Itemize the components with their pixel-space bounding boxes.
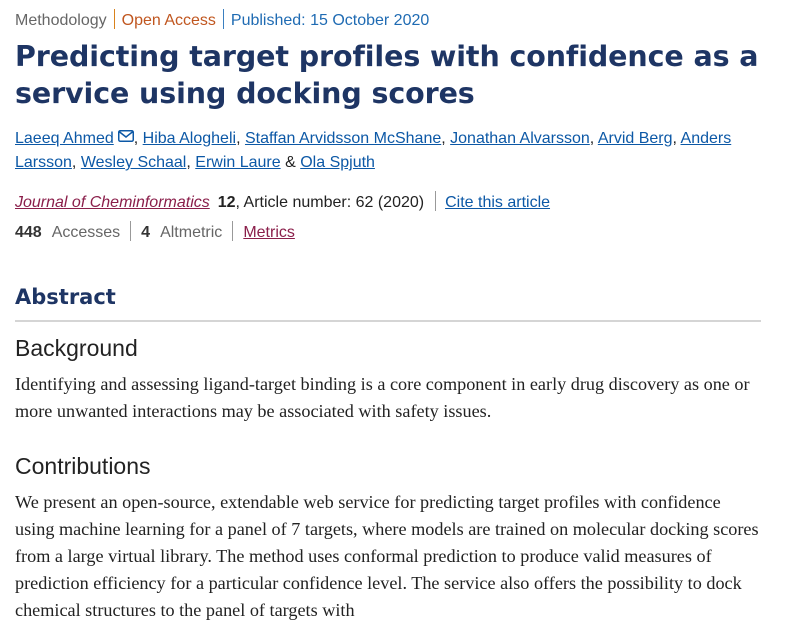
journal-link[interactable]: Journal of Cheminformatics: [15, 194, 210, 211]
metrics-link[interactable]: Metrics: [243, 224, 295, 241]
published-date: Published: 15 October 2020: [230, 12, 430, 29]
meta-divider: [114, 9, 115, 29]
author-separator: ,: [589, 130, 595, 147]
author-link[interactable]: Erwin Laure: [195, 154, 281, 171]
article-title: Predicting target profiles with confidence as a service using docking scores: [15, 40, 759, 110]
author-link[interactable]: Ola Spjuth: [300, 154, 375, 171]
contributions-paragraph: We present an open-source, extendable web service for predicting target profiles with confidence using machine learning for a panel of 7 targets, where models are trained on molecular docking scores from a large virtual library. The method uses conformal prediction to produce valid measures of prediction efficiency for a particular confidence level. The service also offers the possibility to dock chemical structures to the panel of targets with: [15, 492, 759, 620]
author-list: [15, 127, 765, 175]
author-separator: ,: [672, 130, 677, 147]
author-link[interactable]: Anders Larsson: [15, 130, 732, 171]
cite-article-link[interactable]: Cite this article: [445, 194, 551, 211]
article-type: Methodology: [15, 12, 107, 29]
metrics-divider: [232, 221, 233, 241]
altmetric-label: Altmetric: [160, 224, 223, 241]
open-access-badge: Open Access: [121, 12, 216, 29]
contributions-heading: Contributions: [15, 453, 151, 479]
author-separator: &: [285, 154, 296, 171]
author-separator: ,: [186, 154, 191, 171]
author-separator: ,: [441, 130, 446, 147]
background-heading: Background: [15, 335, 138, 361]
author-separator: ,: [71, 154, 77, 171]
author-link[interactable]: Jonathan Alvarsson: [450, 130, 590, 147]
abstract-divider: [15, 320, 761, 322]
meta-divider: [223, 9, 224, 29]
metrics-row: [15, 221, 295, 244]
author-link[interactable]: Hiba Alogheli: [142, 130, 237, 147]
citation-divider: [435, 191, 436, 211]
article-meta: [15, 9, 429, 32]
author-separator: ,: [133, 130, 139, 147]
abstract-heading: Abstract: [15, 285, 116, 309]
author-separator: ,: [236, 130, 241, 147]
journal-volume: 12: [217, 194, 236, 211]
author-link[interactable]: Staffan Arvidsson McShane: [244, 130, 442, 147]
article-number: , Article number: 62 (2020): [235, 194, 425, 211]
author-link[interactable]: Arvid Berg: [597, 130, 673, 147]
author-link[interactable]: Laeeq Ahmed: [15, 130, 114, 147]
background-paragraph: Identifying and assessing ligand-target binding is a core component in early drug discovery as one or more unwanted interactions may be associated with safety issues.: [15, 374, 750, 421]
citation-row: [15, 191, 550, 214]
author-link[interactable]: Wesley Schaal: [80, 154, 187, 171]
altmetric-count: 4: [141, 224, 151, 241]
mail-icon[interactable]: [118, 130, 134, 142]
accesses-count: 448: [15, 224, 42, 241]
metrics-divider: [130, 221, 131, 241]
accesses-label: Accesses: [51, 224, 121, 241]
